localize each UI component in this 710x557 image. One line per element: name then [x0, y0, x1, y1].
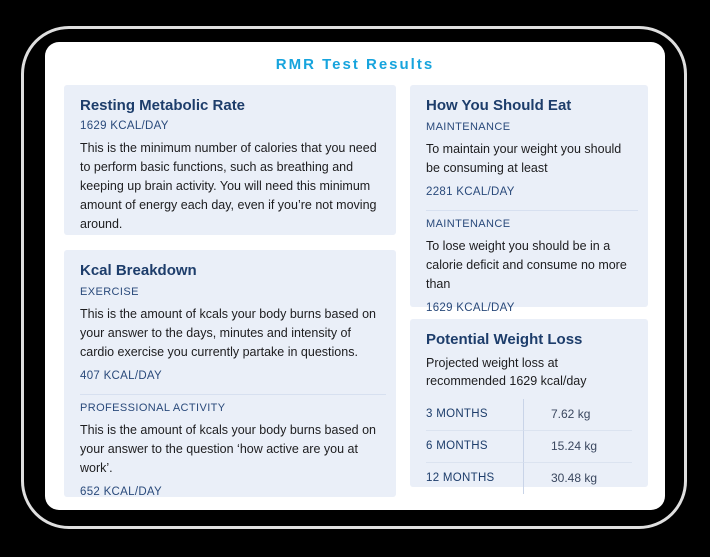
professional-activity-value: 652 KCAL/DAY — [80, 486, 163, 498]
section-label-professional-activity: PROFESSIONAL ACTIVITY — [80, 402, 226, 414]
section-label-exercise: EXERCISE — [80, 286, 139, 298]
card-resting-metabolic-rate — [64, 85, 396, 235]
tablet-screen — [45, 42, 665, 510]
weight-loss-table — [426, 399, 632, 494]
weight-loss-subtitle: Projected weight loss at recommended 1629 kcal/day — [426, 356, 587, 388]
card-title: Potential Weight Loss — [426, 331, 583, 348]
card-title: Kcal Breakdown — [80, 262, 197, 279]
section-label-maintenance-2: MAINTENANCE — [426, 218, 511, 230]
card-title: How You Should Eat — [426, 97, 572, 114]
exercise-value: 407 KCAL/DAY — [80, 370, 163, 382]
card-potential-weight-loss — [410, 319, 648, 487]
table-row — [426, 399, 632, 430]
page-title: RMR Test Results — [275, 56, 435, 73]
maintain-weight-value: 2281 KCAL/DAY — [426, 186, 515, 198]
card-how-you-should-eat — [410, 85, 648, 314]
left-column — [64, 85, 396, 497]
lose-weight-description: To lose weight you should be in a calorie deficit and consume no more than — [426, 239, 627, 291]
right-column — [410, 85, 648, 487]
section-label-maintenance-1: MAINTENANCE — [426, 121, 511, 133]
card-title: Resting Metabolic Rate — [80, 97, 246, 114]
row-period: 3 MONTHS — [426, 408, 488, 420]
rmr-value: 1629 KCAL/DAY — [80, 120, 169, 132]
card-kcal-breakdown — [64, 250, 396, 497]
row-value: 30.48 kg — [523, 462, 632, 494]
maintain-weight-description: To maintain your weight you should be consuming at least — [426, 142, 622, 175]
row-period: 12 MONTHS — [426, 462, 523, 494]
content-columns — [45, 85, 665, 497]
section-divider — [426, 210, 638, 211]
row-value: 7.62 kg — [523, 399, 632, 430]
row-value: 15.24 kg — [523, 430, 632, 462]
lose-weight-value: 1629 KCAL/DAY — [426, 302, 515, 314]
tablet-frame — [21, 26, 687, 529]
table-row — [426, 430, 632, 462]
section-divider — [80, 394, 386, 395]
exercise-description: This is the amount of kcals your body burns based on your answer to the days, minutes and intensity of cardio exercise you currently partake in questions. — [80, 307, 376, 359]
rmr-description: This is the minimum number of calories that you need to perform basic functions, such as breathing and keeping up brain activity. You will need this minimum amount of energy each day, even if you’re not moving around. — [80, 141, 377, 231]
table-row — [426, 462, 632, 494]
professional-activity-description: This is the amount of kcals your body burns based on your answer to the question ‘how active are you at work’. — [80, 423, 376, 475]
row-period: 6 MONTHS — [426, 430, 523, 462]
